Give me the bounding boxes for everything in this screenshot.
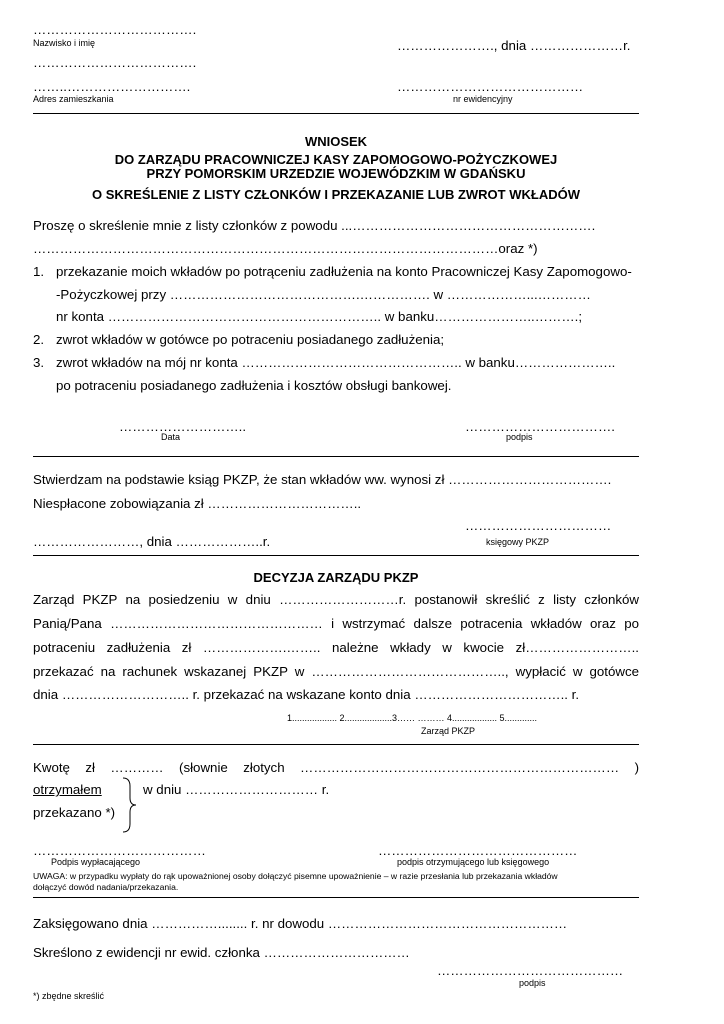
request-sign-dots: ……………………………. [465,419,615,434]
item-3-line-1: zwrot wkładów na mój nr konta ………………………………………….. w banku………………….. [56,355,616,370]
decision-heading: DECYZJA ZARZĄDU PKZP [253,570,419,585]
item-1-line-1: przekazanie moich wkładów po potrąceniu zadłużenia na konto Pracowniczej Kasy Zapomogowo- [56,264,632,279]
item-3-line-2: po potraceniu posiadanego zadłużenia i kosztów obsługi bankowej. [56,378,452,393]
item-3-number: 3. [33,355,45,370]
item-1-line-3: nr konta …………………………………………………….. w banku…………………..……….; [56,309,583,324]
item-2-line: zwrot wkładów w gotówce po potraceniu posiadanego zadłużenia; [56,332,445,347]
received-label: otrzymałem [33,782,102,797]
statement-line-1: Stwierdzam na podstawie ksiąg PKZP, że stan wkładów ww. wynosi zł ………………………………. [33,472,612,487]
item-1-line-2: -Pożyczkowej przy …………………………………….……………. w ………………...………… [56,287,591,302]
brace-icon [120,776,140,834]
address-dots-2: ……..………………………. [33,79,191,94]
footer-sign-dots: …………………………………… [437,963,624,978]
name-label: Nazwisko i imię [33,38,96,48]
title-line-4: O SKREŚLENIE Z LISTY CZŁONKÓW I PRZEKAZANIE LUB ZWROT WKŁADÓW [92,187,580,202]
item-1-number: 1. [33,264,45,279]
divider-header [33,113,639,114]
footer-sign-label: podpis [519,978,546,988]
statement-date-line: ……………………, dnia ………………..r. [33,534,271,549]
title-line-2: DO ZARZĄDU PRACOWNICZEJ KASY ZAPOMOGOWO-POŻYCZKOWEJ [114,152,558,167]
address-label: Adres zamieszkania [33,94,114,104]
request-line-1: Proszę o skreślenie mnie z listy członków z powodu ...………………………………………………. [33,218,596,233]
board-signatures: 1.................. 2...................3…… ……… 4.................. 5............. [287,713,538,723]
decision-line-1: Zarząd PKZP na posiedzeniu w dniu ………………………r. postanowił skreślić z listy członków [33,592,639,607]
removed-line: Skreślono z ewidencji nr ewid. członka …………………………… [33,945,410,960]
payer-dots: ………………………………… [33,843,206,858]
evidence-label: nr ewidencyjny [453,94,513,104]
statement-line-2: Niespłacone zobowiązania zł …………………………….. [33,496,362,511]
note-line-2: dołączyć dowód nadania/przekazania. [33,882,179,892]
receiver-dots: ……………………………………… [378,843,578,858]
divider-payout [33,897,639,898]
decision-line-3: potraceniu zadłużenia zł ……………….…….. należne wkłady w kwocie zł…………………….. [33,640,639,655]
title-line-1: WNIOSEK [304,134,368,149]
item-2-number: 2. [33,332,45,347]
payer-label: Podpis wypłacającego [51,857,141,867]
receiver-label: podpis otrzymującego lub księgowego [397,857,550,867]
board-label: Zarząd PKZP [421,726,476,736]
evidence-dots: …………………………………… [397,79,584,94]
request-date-label: Data [161,432,181,442]
amount-line: Kwotę zł ………… (słownie złotych ……………………………………………………………… ) [33,760,639,775]
booked-line: Zaksięgowano dnia ……………........ r. nr dowodu ……………………………………………… [33,916,568,931]
note-line-1: UWAGA: w przypadku wypłaty do rąk upoważnionej osoby dołączyć pisemne upoważnienie – w razie przesłania lub przekazania wkładów [33,871,558,881]
name-dots: ………………………………. [33,22,197,37]
accountant-dots: …………………………… [465,518,612,533]
title-line-3: PRZY POMORSKIM URZEDZIE WOJEWÓDZKIM W GDAŃSKU [146,166,526,181]
accountant-label: księgowy PKZP [486,537,550,547]
divider-decision [33,744,639,745]
transferred-label: przekazano *) [33,805,116,820]
decision-line-5: dnia ……………………….. r. przekazać na wskazane konto dnia …………………………….. r. [33,687,580,702]
footnote: *) zbędne skreślić [33,991,105,1001]
date-place-line: …………………., dnia …………………r. [397,38,631,53]
payout-date-line: w dniu ………………………… r. [143,782,330,797]
request-sign-label: podpis [506,432,533,442]
decision-line-4: przekazać na rachunek wskazanej PKZP w …………………………………….., wypłacić w gotówce [33,664,639,679]
decision-line-2: Panią/Pana ………………………………………… i wstrzymać dalsze potracenia wkładów oraz po [33,616,639,631]
divider-request [33,456,639,457]
request-line-2: ……………………………………………………………………………………………oraz *) [33,241,538,256]
request-date-dots: ……………………….. [119,419,247,434]
divider-statement [33,555,639,556]
address-dots-1: ………………………………. [33,55,197,70]
